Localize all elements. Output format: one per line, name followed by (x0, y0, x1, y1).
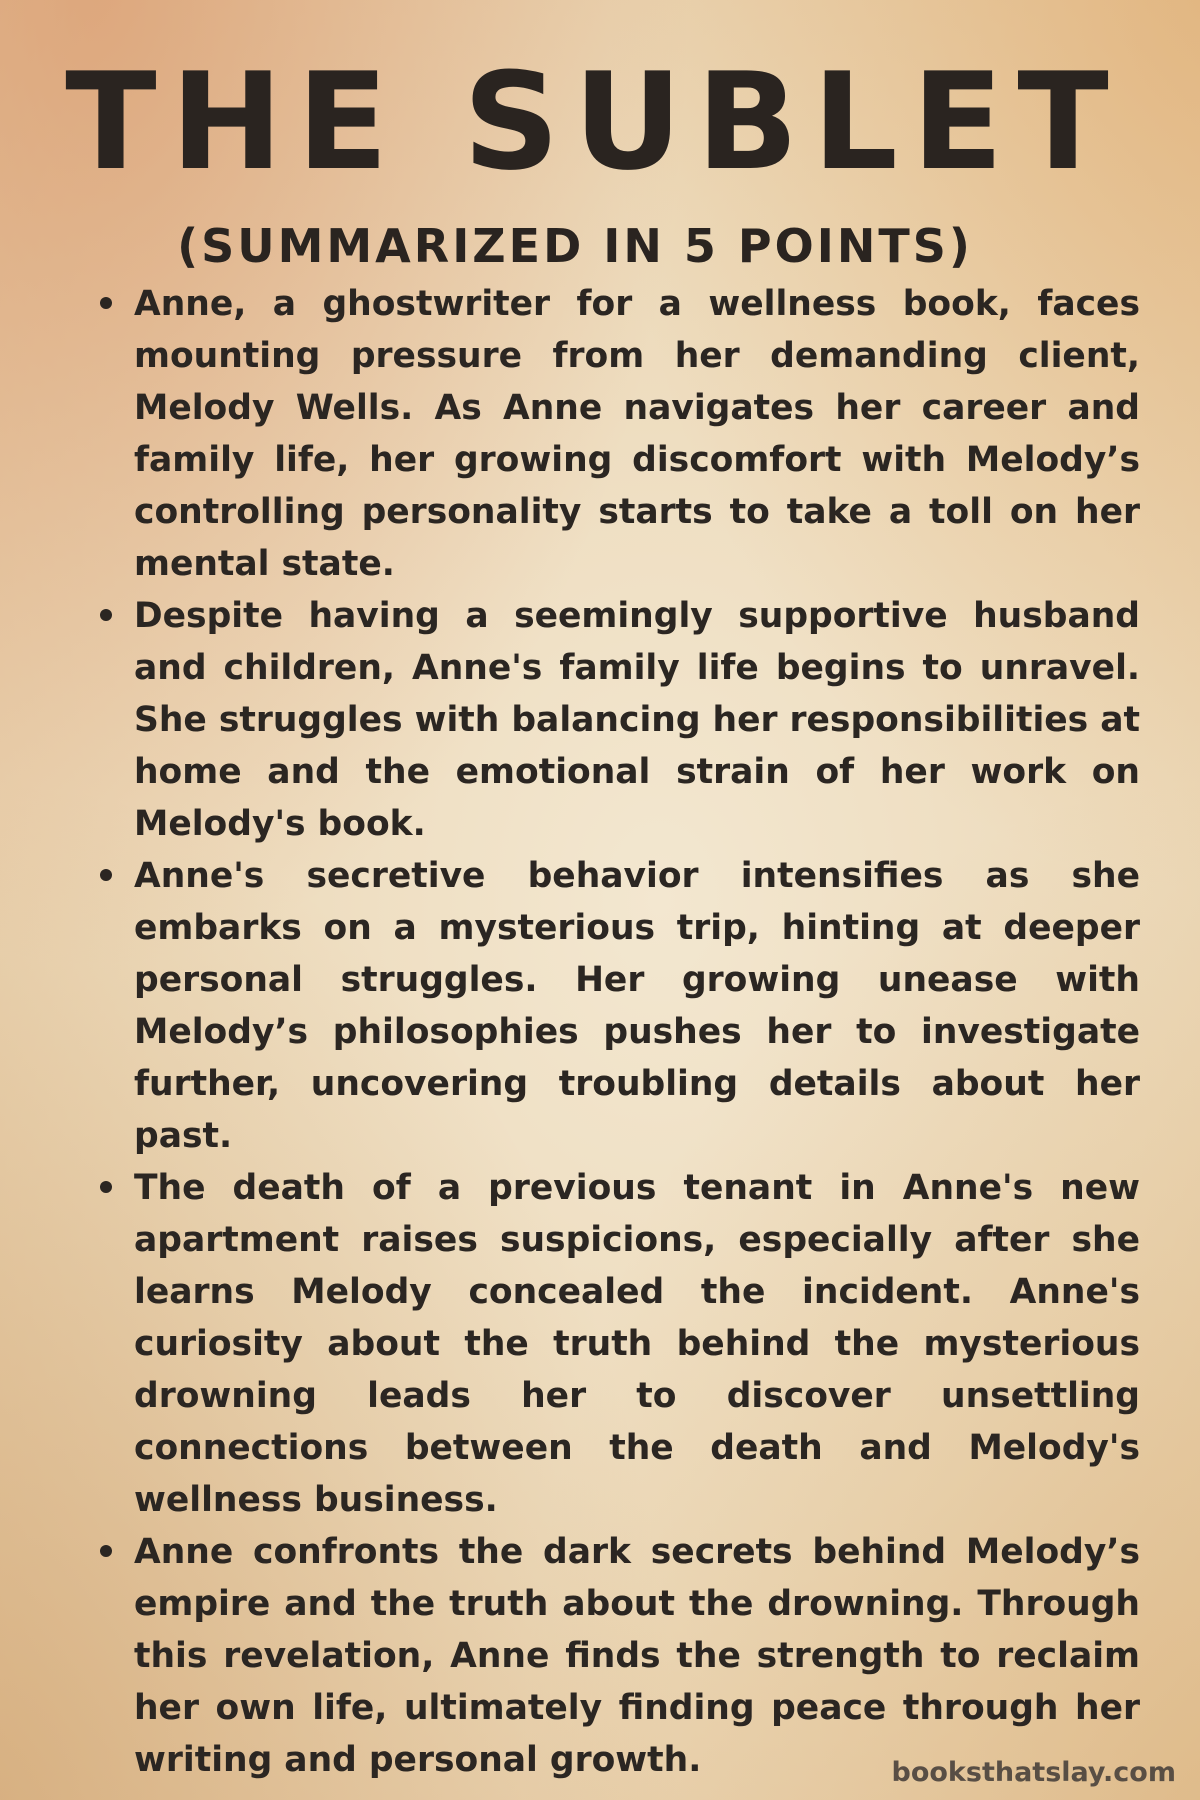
summary-point-text: Anne's secretive behavior intensifies as she embarks on a mysterious trip, hinting at deeper personal struggles. Her growing unease with Melody’s philosophies pushes her to investigate further, uncovering troubling details about her past. (134, 856, 1140, 1156)
summary-point-4 (96, 1162, 1140, 1526)
summary-point-3 (96, 850, 1140, 1162)
bullet-dot-icon (100, 609, 112, 621)
bullet-dot-icon (100, 1181, 112, 1193)
bullet-dot-icon (100, 297, 112, 309)
book-title: THE SUBLET (65, 44, 1123, 200)
summary-point-text: The death of a previous tenant in Anne's new apartment raises suspicions, especially after she learns Melody concealed the incident. Anne's curiosity about the truth behind the mysterious drowning leads her to discover unsettling connections between the death and Melody's wellness business. (134, 1168, 1140, 1520)
summary-point-5 (96, 1526, 1140, 1786)
summary-point-text: Anne, a ghostwriter for a wellness book, faces mounting pressure from her demanding client, Melody Wells. As Anne navigates her career and family life, her growing discomfort with Melody’s controlling personality starts to take a toll on her mental state. (134, 284, 1140, 584)
summary-point-text: Anne confronts the dark secrets behind Melody’s empire and the truth about the drowning. Through this revelation, Anne finds the strength to reclaim her own life, ultimately finding peace through her writing and personal growth. (134, 1532, 1140, 1780)
summary-points-list (96, 278, 1140, 1786)
summary-point-2 (96, 590, 1140, 850)
bullet-dot-icon (100, 1545, 112, 1557)
bullet-dot-icon (100, 869, 112, 881)
summary-point-text: Despite having a seemingly supportive husband and children, Anne's family life begins to unravel. She struggles with balancing her responsibilities at home and the emotional strain of her work on Melody's book. (134, 596, 1140, 844)
website-credit: booksthatslay.com (891, 1757, 1176, 1788)
summary-subtitle: (SUMMARIZED IN 5 POINTS) (177, 219, 973, 273)
summary-point-1 (96, 278, 1140, 590)
